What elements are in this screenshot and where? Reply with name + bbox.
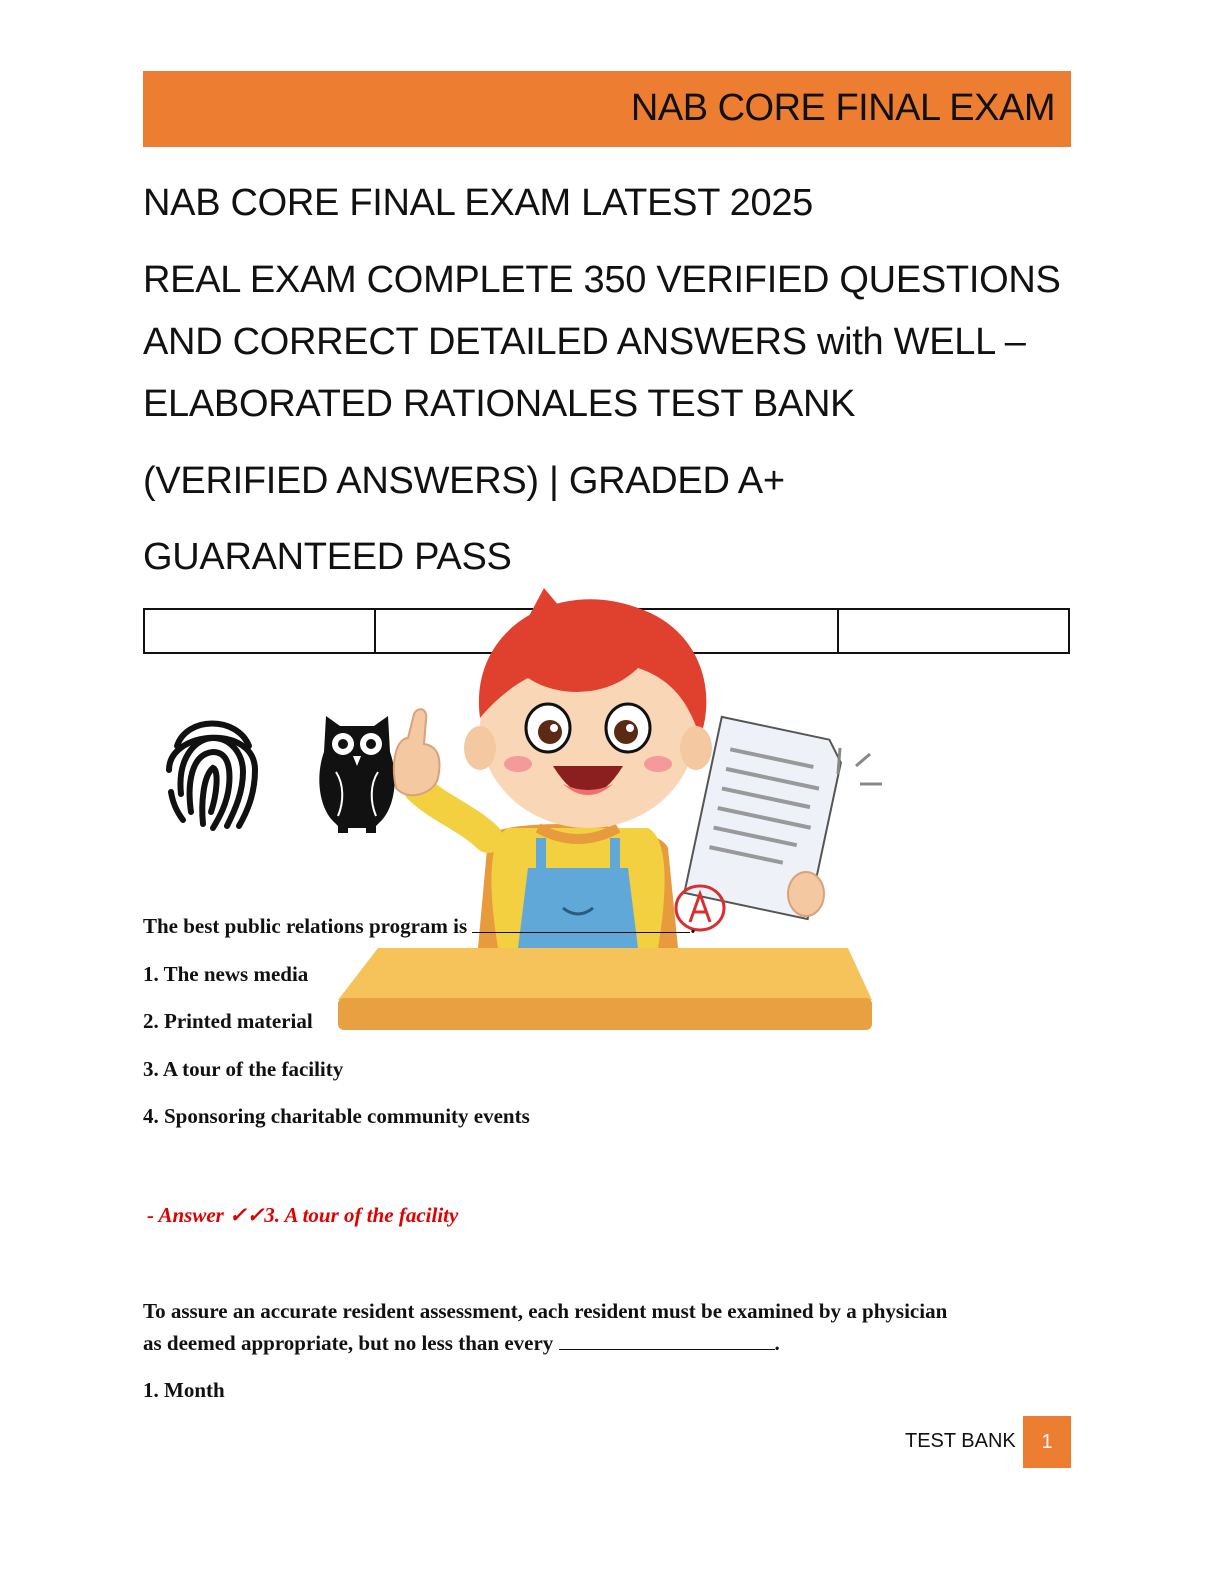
question-1-prompt: The best public relations program is .	[143, 914, 696, 938]
fingerprint-icon	[163, 708, 261, 834]
doc-title-line-2: REAL EXAM COMPLETE 350 VERIFIED QUESTIONS	[143, 259, 1061, 301]
doc-title-line-1: NAB CORE FINAL EXAM LATEST 2025	[143, 182, 814, 224]
question-1-option: 1. The news media	[143, 962, 309, 986]
footer-label: TEST BANK	[905, 1430, 1016, 1452]
question-2-option: 1. Month	[143, 1378, 225, 1402]
answer-blank	[472, 914, 690, 933]
question-1-option: 3. A tour of the facility	[143, 1057, 344, 1081]
header-bar	[143, 71, 1071, 147]
doc-title-line-5: (VERIFIED ANSWERS) | GRADED A+	[143, 460, 785, 502]
question-1-text: The best public relations program is	[143, 914, 468, 938]
kid-holding-graded-paper-illustration	[338, 588, 886, 1036]
question-2-prompt-line-1: To assure an accurate resident assessment, each resident must be examined by a physician	[143, 1299, 948, 1323]
doc-title-line-6: GUARANTEED PASS	[143, 536, 512, 578]
question-1-option: 2. Printed material	[143, 1009, 313, 1033]
question-1-answer: - Answer ✓✓3. A tour of the facility	[147, 1203, 459, 1227]
doc-title-line-3: AND CORRECT DETAILED ANSWERS with WELL –	[143, 321, 1026, 363]
doc-title-line-4: ELABORATED RATIONALES TEST BANK	[143, 383, 856, 425]
question-2-prompt-line-2: as deemed appropriate, but no less than every .	[143, 1331, 780, 1355]
answer-blank	[559, 1331, 775, 1350]
page-number: 1	[1023, 1416, 1071, 1468]
header-title: NAB CORE FINAL EXAM	[630, 87, 1055, 129]
question-1-option: 4. Sponsoring charitable community events	[143, 1104, 530, 1128]
question-2-text: as deemed appropriate, but no less than every	[143, 1331, 554, 1355]
